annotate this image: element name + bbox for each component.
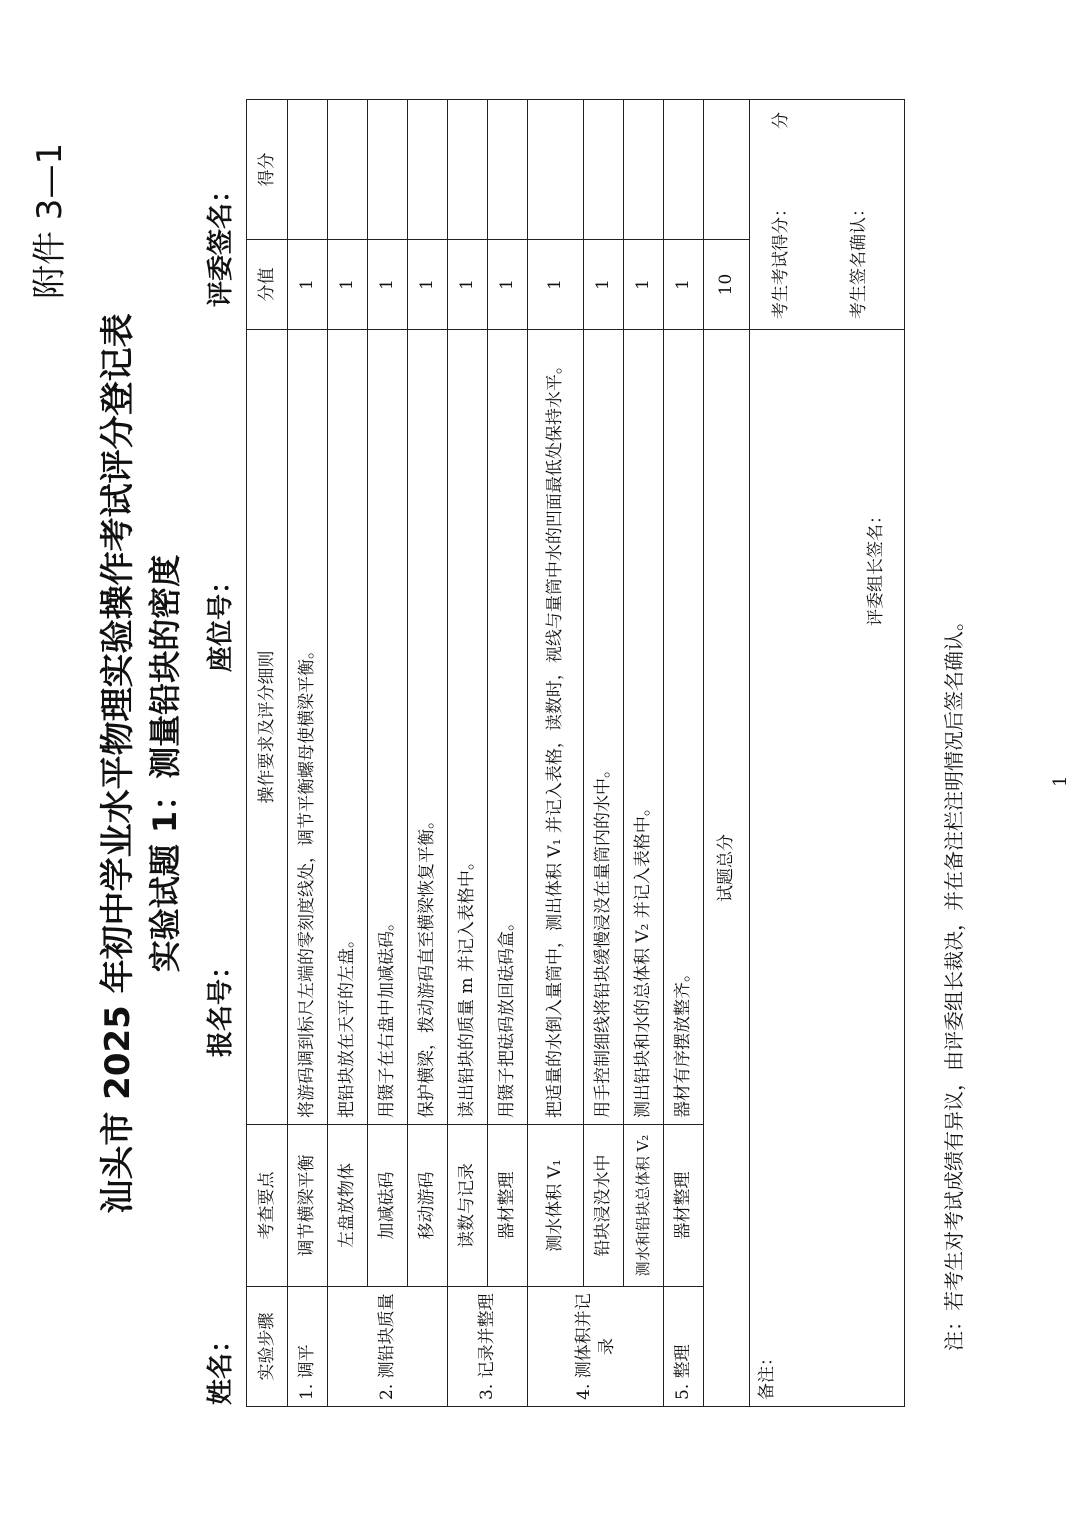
- footer-note: 注：若考生对考试成绩有异议，由评委组长裁决，并在备注栏注明情况后签名确认。: [942, 611, 966, 1351]
- header-criteria: 操作要求及评分细则: [247, 330, 288, 1125]
- score-cell[interactable]: [528, 100, 584, 240]
- score-unit: 分: [771, 112, 791, 129]
- leader-sign-label: 评委组长签名：: [866, 507, 887, 626]
- total-label: 试题总分: [704, 330, 750, 1407]
- value-cell: 1: [408, 240, 448, 330]
- criteria-cell: 器材有序摆放整齐。: [664, 330, 704, 1125]
- score-cell[interactable]: [288, 100, 328, 240]
- point-cell: 铅块浸没水中: [584, 1125, 624, 1287]
- point-cell: 器材整理: [664, 1125, 704, 1287]
- score-cell[interactable]: [368, 100, 408, 240]
- header-step: 实验步骤: [247, 1287, 288, 1407]
- criteria-cell: 把适量的水倒入量筒中，测出体积 V₁ 并记入表格，读数时，视线与量筒中水的凹面最低处保持水平。: [528, 330, 584, 1125]
- score-cell[interactable]: [584, 100, 624, 240]
- header-value: 分值: [247, 240, 288, 330]
- score-cell[interactable]: [328, 100, 368, 240]
- step-cell: 4. 测体积并记录: [528, 1287, 664, 1407]
- scoring-table: [246, 99, 905, 1407]
- seat-field-label: 座位号：: [206, 567, 236, 672]
- header-score: 得分: [247, 100, 288, 240]
- value-cell: 1: [664, 240, 704, 330]
- table-row: [488, 100, 528, 1407]
- value-cell: 1: [624, 240, 664, 330]
- criteria-cell: 将游码调到标尺左端的零刻度线处，调节平衡螺母使横梁平衡。: [288, 330, 328, 1125]
- value-cell: 1: [288, 240, 328, 330]
- page-subtitle: 实验试题 1：测量铅块的密度: [146, 554, 184, 973]
- examiner-sign-label: 评委签名：: [206, 176, 236, 307]
- total-value: 10: [704, 240, 750, 330]
- criteria-cell: 读出铅块的质量 m 并记入表格中。: [448, 330, 488, 1125]
- table-row: [288, 100, 328, 1407]
- point-cell: 加减砝码: [368, 1125, 408, 1287]
- criteria-cell: 测出铅块和水的总体积 V₂ 并记入表格中。: [624, 330, 664, 1125]
- table-row: [448, 100, 488, 1407]
- value-cell: 1: [488, 240, 528, 330]
- step-cell: 3. 记录并整理: [448, 1287, 528, 1407]
- step-cell: 1. 调平: [288, 1287, 328, 1407]
- page-number: 1: [1050, 775, 1071, 787]
- exam-score-label: 考生考试得分：: [771, 200, 791, 319]
- table-row: [624, 100, 664, 1407]
- criteria-cell: 用镊子把砝码放回砝码盒。: [488, 330, 528, 1125]
- table-row: [528, 100, 584, 1407]
- point-cell: 测水体积 V₁: [528, 1125, 584, 1287]
- remarks-row: [750, 100, 905, 1407]
- point-cell: 测水和铅块总体积 V₂: [624, 1125, 664, 1287]
- criteria-cell: 把铅块放在天平的左盘。: [328, 330, 368, 1125]
- table-row: [328, 100, 368, 1407]
- attachment-label: 附件 3—1: [30, 142, 70, 299]
- point-cell: 器材整理: [488, 1125, 528, 1287]
- point-cell: 调节横梁平衡: [288, 1125, 328, 1287]
- step-cell: 2. 测铅块质量: [328, 1287, 448, 1407]
- score-cell[interactable]: [408, 100, 448, 240]
- score-cell[interactable]: [624, 100, 664, 240]
- point-cell: 左盘放物体: [328, 1125, 368, 1287]
- header-point: 考查要点: [247, 1125, 288, 1287]
- table-row: [408, 100, 448, 1407]
- score-cell[interactable]: [488, 100, 528, 240]
- remarks-cell[interactable]: [750, 330, 905, 1407]
- criteria-cell: 用手控制细线将铅块缓慢浸没在量筒内的水中。: [584, 330, 624, 1125]
- step-cell: 5. 整理: [664, 1287, 704, 1407]
- score-cell[interactable]: [664, 100, 704, 240]
- total-row: [704, 100, 750, 1407]
- value-cell: 1: [368, 240, 408, 330]
- table-row: [664, 100, 704, 1407]
- page-title: 汕头市 2025 年初中学业水平物理实验操作考试评分登记表: [98, 313, 138, 1214]
- score-cell[interactable]: [448, 100, 488, 240]
- table-row: [584, 100, 624, 1407]
- value-cell: 1: [328, 240, 368, 330]
- criteria-cell: 保护横梁，拨动游码直至横梁恢复平衡。: [408, 330, 448, 1125]
- value-cell: 1: [584, 240, 624, 330]
- table-row: [368, 100, 408, 1407]
- value-cell: 1: [528, 240, 584, 330]
- point-cell: 移动游码: [408, 1125, 448, 1287]
- value-cell: 1: [448, 240, 488, 330]
- point-cell: 读数与记录: [448, 1125, 488, 1287]
- student-confirm-label: 考生签名确认：: [849, 200, 869, 319]
- total-score-cell[interactable]: [704, 100, 750, 240]
- name-field-label: 姓名：: [206, 1326, 236, 1405]
- remarks-label: 备注：: [757, 1349, 777, 1400]
- table-header-row: [247, 100, 288, 1407]
- score-confirm-cell: [750, 100, 905, 330]
- registration-field-label: 报名号：: [206, 952, 236, 1057]
- criteria-cell: 用镊子在右盘中加减砝码。: [368, 330, 408, 1125]
